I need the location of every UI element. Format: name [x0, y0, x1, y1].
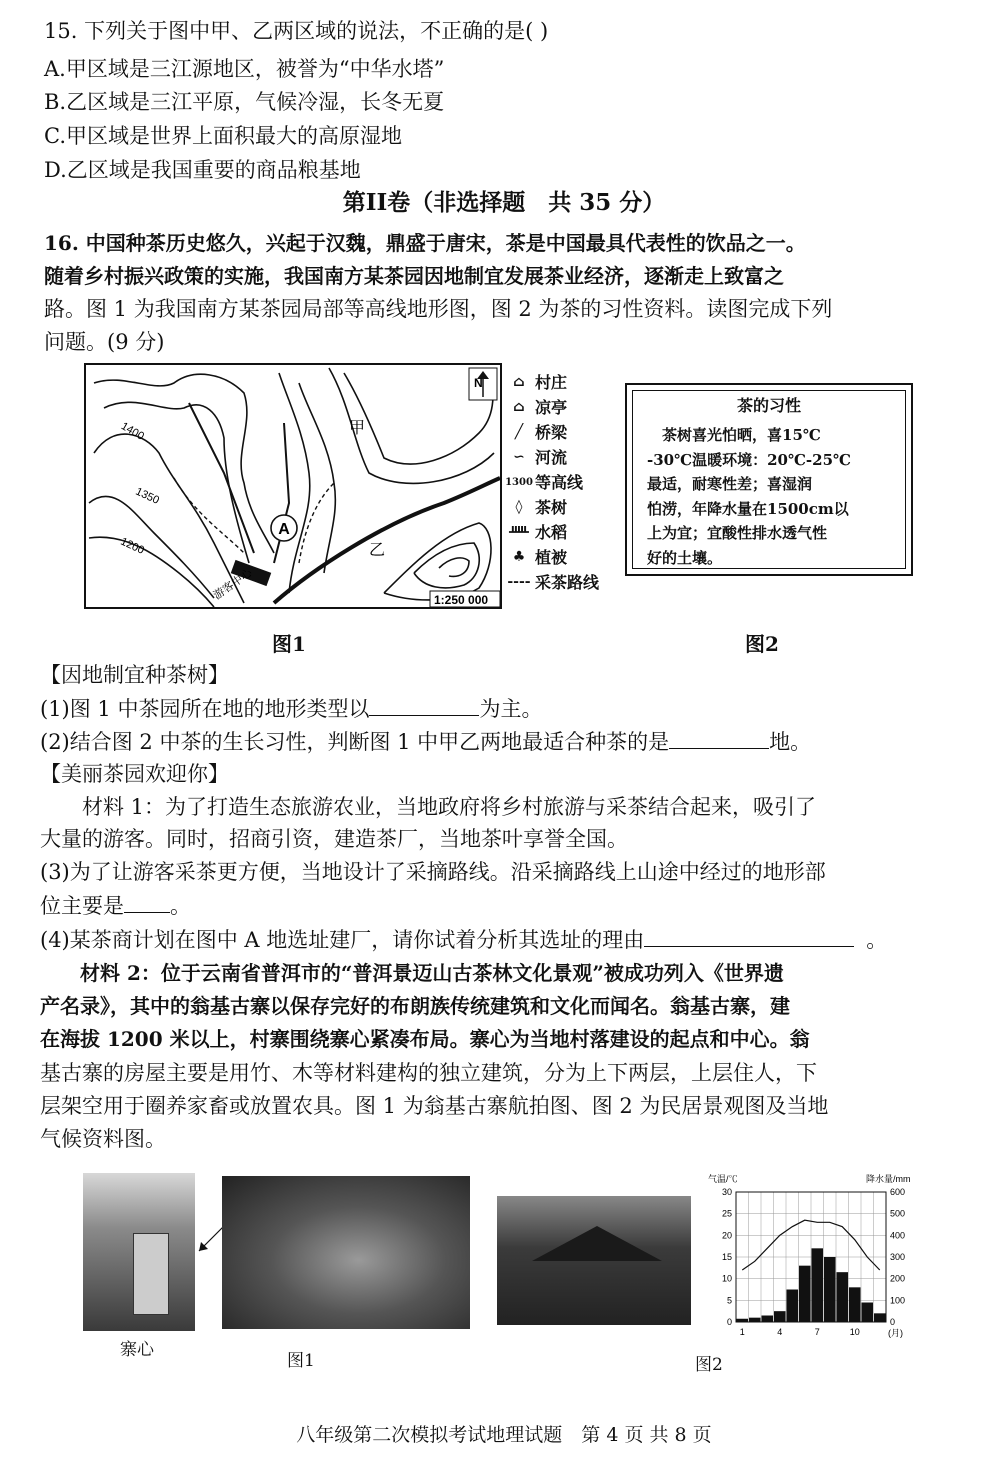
precipitation-bar [824, 1257, 836, 1322]
legend-pavilion: ⌂ 凉亭 [503, 395, 623, 420]
answer-blank-1[interactable] [369, 693, 479, 716]
legend-tea: ◊ 茶树 [503, 495, 623, 520]
q16-4: (4)某茶商计划在图中 A 地选址建厂，请你试着分析其选址的理由 。 [40, 924, 887, 955]
q16-3-line-1: (3)为了让游客采茶更方便，当地设计了采摘路线。沿采摘路线上山途中经过的地形部 [40, 860, 826, 884]
legend-bridge: ╱ 桥梁 [503, 420, 623, 445]
section-title: 第II卷（非选择题 共 35 分） [342, 189, 666, 216]
chart-right-tick: 200 [890, 1273, 906, 1284]
chart-xlabel: (月) [888, 1328, 903, 1338]
sub2-heading: 【美丽茶园欢迎你】 [40, 762, 229, 786]
legend-vegetation: ♣ 植被 [503, 545, 623, 570]
legend-contour: 1300 等高线 [503, 470, 623, 495]
tea-tree-icon: ◊ [515, 499, 523, 515]
precipitation-bar [749, 1318, 761, 1322]
north-arrow [469, 368, 497, 400]
chart-left-tick: 20 [721, 1230, 732, 1241]
arrow-icon [195, 1225, 225, 1255]
precipitation-bar [837, 1272, 849, 1322]
chart-x-tick: 4 [777, 1327, 783, 1337]
q16-2: (2)结合图 2 中茶的生长习性，判断图 1 中甲乙两地最适合种茶的是 地。 [40, 726, 811, 757]
chart-x-tick: 10 [849, 1327, 860, 1337]
fig1-caption: 图1 [272, 632, 306, 656]
chart-right-tick: 500 [890, 1208, 906, 1219]
contour-map [84, 363, 502, 609]
map-label-visitor: 游客中心 [210, 566, 255, 603]
chart-left-tick: 30 [721, 1187, 732, 1197]
tea-habit-title: 茶的习性 [736, 396, 801, 415]
vegetation-icon: ♣ [512, 549, 526, 565]
chart-right-tick: 0 [890, 1317, 896, 1327]
tea-habit-line: 上为宜；宜酸性排水透气性 [647, 524, 828, 542]
tea-habit-line: 最适，耐寒性差；喜湿润 [647, 475, 813, 493]
chart-left-tick: 15 [721, 1252, 732, 1262]
contour-icon: 1300 [505, 477, 533, 488]
q15-option-a: A.甲区域是三江源地区，被誉为“中华水塔” [44, 57, 445, 81]
pavilion-icon: ⌂ [513, 399, 525, 415]
house-photo-caption: 图2 [695, 1355, 723, 1375]
material-2-line-6: 气候资料图。 [40, 1127, 166, 1151]
aerial-photo [222, 1176, 470, 1329]
tea-habit-line: 怕涝，年降水量在1500cm以 [647, 499, 849, 518]
q16-intro-2: 随着乡村振兴政策的实施，我国南方某茶园因地制宜发展茶业经济，逐渐走上致富之 [44, 264, 784, 288]
material-2-line-1: 材料 2：位于云南省普洱市的“普洱景迈山古茶林文化景观”被成功列入《世界遗 [40, 961, 784, 985]
chart-left-tick: 25 [721, 1208, 732, 1219]
tea-habit-line: 好的土壤。 [647, 548, 723, 567]
q15-option-d: D.乙区域是我国重要的商品粮基地 [44, 158, 361, 182]
zhaixin-caption: 寨心 [120, 1340, 154, 1360]
legend-river: ∽ 河流 [503, 445, 623, 470]
material-1-line-2: 大量的游客。同时，招商引资，建造茶厂，当地茶叶享誉全国。 [40, 827, 628, 851]
precipitation-bar [774, 1311, 786, 1322]
page-footer: 八年级第二次模拟考试地理试题 第 4 页 共 8 页 [296, 1424, 712, 1446]
q16-1: (1)图 1 中茶园所在地的地形类型以 为主。 [40, 693, 542, 724]
aerial-photo-caption: 图1 [287, 1351, 315, 1371]
chart-left-tick: 5 [726, 1295, 732, 1306]
precipitation-bar [849, 1287, 861, 1322]
chart-right-tick: 600 [890, 1187, 906, 1197]
north-label: N [474, 376, 483, 390]
map-label-yi: 乙 [369, 540, 386, 559]
precipitation-bar [799, 1266, 811, 1322]
answer-blank-3[interactable] [124, 890, 170, 913]
material-2-line-4: 基古寨的房屋主要是用竹、木等材料建构的独立建筑，分为上下两层，上层住人，下 [40, 1061, 817, 1085]
chart-ylabel-left: 气温/℃ [708, 1174, 738, 1184]
rice-icon: ᚊ [509, 524, 529, 540]
map-label-jia: 甲 [349, 418, 366, 437]
q15-option-b: B.乙区域是三江平原，气候冷湿，长冬无夏 [44, 90, 445, 114]
legend-path: ---- 采茶路线 [503, 570, 623, 595]
chart-ylabel-right: 降水量/mm [866, 1174, 911, 1184]
precipitation-bar [762, 1316, 774, 1323]
climate-chart [706, 1172, 918, 1342]
contour-label-1400: 1400 [118, 420, 147, 443]
chart-right-tick: 400 [890, 1230, 906, 1241]
chart-right-tick: 100 [890, 1295, 906, 1306]
material-2-line-3: 在海拔 1200 米以上，村寨围绕寨心紧凑布局。寨心为当地村落建设的起点和中心。翁 [40, 1027, 810, 1051]
legend-village: ⌂ 村庄 [503, 370, 623, 395]
material-2-line-5: 层架空用于圈养家畜或放置农具。图 1 为翁基古寨航拍图、图 2 为民居景观图及当地 [40, 1094, 829, 1118]
chart-x-tick: 7 [814, 1327, 820, 1337]
chart-x-tick: 1 [739, 1327, 745, 1337]
q16-intro-4: 问题。(9 分) [44, 330, 165, 354]
material-2-line-2: 产名录》，其中的翁基古寨以保存完好的布朗族传统建筑和文化而闻名。翁基古寨，建 [40, 994, 790, 1018]
chart-left-tick: 0 [726, 1317, 732, 1327]
q16-3-line-2: 位主要是 。 [40, 890, 191, 921]
map-legend [503, 370, 623, 595]
material-1-line-1: 材料 1：为了打造生态旅游农业，当地政府将乡村旅游与采茶结合起来，吸引了 [40, 795, 817, 819]
fig2-caption: 图2 [745, 632, 779, 656]
river-icon: ∽ [513, 449, 525, 465]
village-icon: ⌂ [513, 374, 525, 390]
answer-blank-4[interactable] [644, 924, 854, 947]
q15-stem: 15. 下列关于图中甲、乙两区域的说法，不正确的是( ) [44, 19, 549, 43]
tea-path-icon: ---- [507, 574, 531, 590]
q15-option-c: C.甲区域是世界上面积最大的高原湿地 [44, 124, 402, 148]
precipitation-bar [812, 1248, 824, 1322]
bridge-icon: ╱ [514, 424, 524, 440]
precipitation-bar [874, 1313, 886, 1322]
chart-left-tick: 10 [721, 1273, 732, 1284]
legend-rice: ᚊ 水稻 [503, 520, 623, 545]
house-photo [497, 1196, 691, 1325]
q16-intro-3: 路。图 1 为我国南方某茶园局部等高线地形图，图 2 为茶的习性资料。读图完成下列 [44, 297, 833, 321]
contour-label-1350: 1350 [133, 485, 161, 507]
tea-habit-line: 茶树喜光怕晒，喜15℃ [647, 426, 821, 444]
contour-label-1200: 1200 [118, 535, 146, 557]
map-scale: 1:250 000 [434, 593, 489, 607]
q16-intro-1: 16. 中国种茶历史悠久，兴起于汉魏，鼎盛于唐宋，茶是中国最具代表性的饮品之一。 [44, 231, 806, 255]
chart-right-tick: 300 [890, 1252, 906, 1262]
zhaixin-photo [83, 1173, 195, 1331]
tea-habit-box [625, 383, 913, 576]
precipitation-bar [787, 1290, 799, 1323]
precipitation-bar [862, 1303, 874, 1323]
tea-habit-line: -30℃温暖环境：20℃-25℃ [647, 450, 851, 469]
sub1-heading: 【因地制宜种茶树】 [40, 663, 229, 687]
map-label-a: A [278, 521, 290, 538]
answer-blank-2[interactable] [669, 726, 769, 749]
